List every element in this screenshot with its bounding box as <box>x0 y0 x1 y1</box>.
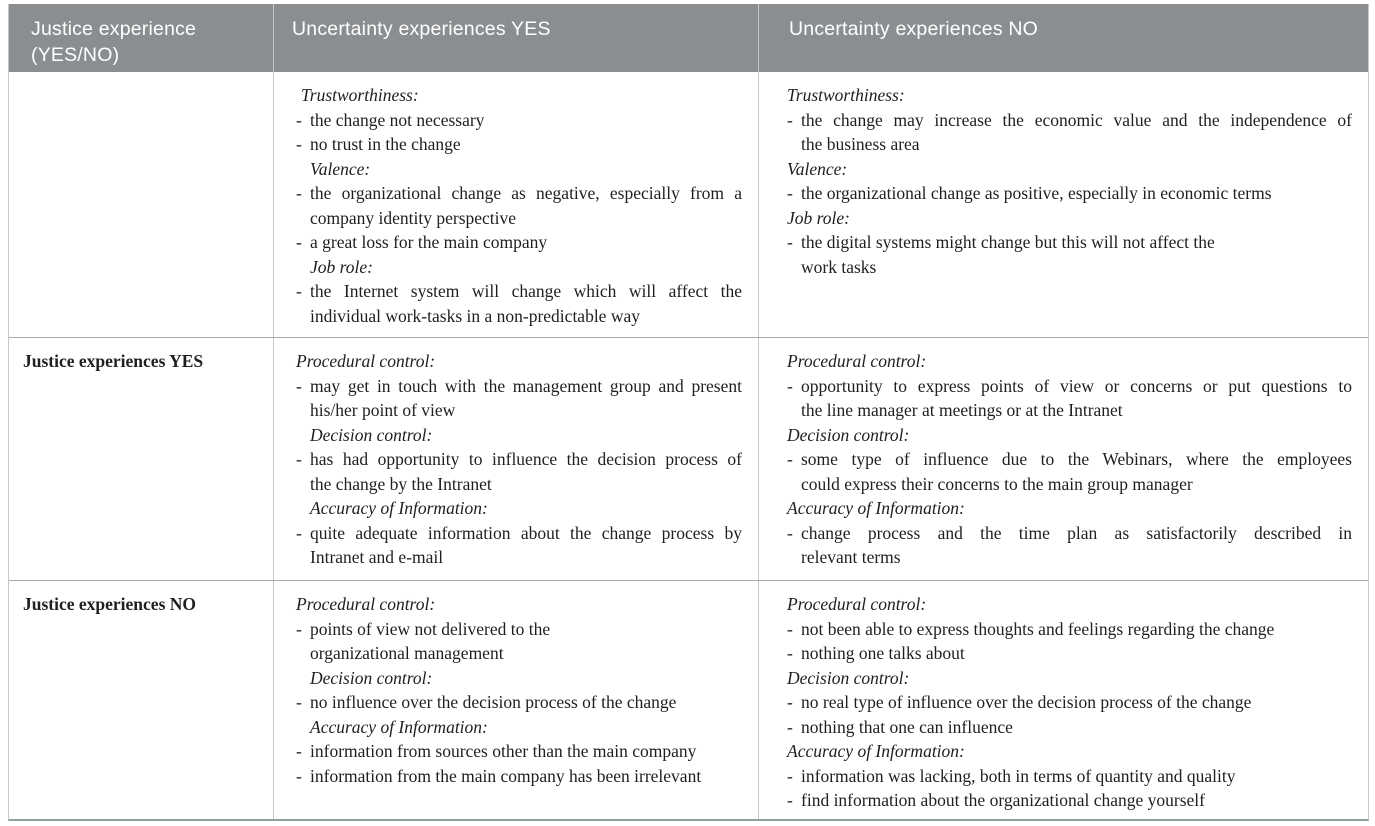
category-heading: Decision control: <box>310 424 433 445</box>
category-heading: Procedural control: <box>296 351 436 371</box>
header-uncertainty-no: Uncertainty experiences NO <box>758 4 1368 72</box>
uncertainty-yes-cell <box>273 338 758 580</box>
header-uncertainty-yes: Uncertainty experiences YES <box>273 4 758 72</box>
bullet-dash: - <box>787 109 793 130</box>
bullet-dash: - <box>787 765 793 786</box>
bullet-dash: - <box>787 692 793 712</box>
table-row <box>9 580 1368 819</box>
uncertainty-no-cell <box>758 338 1368 580</box>
bullet-dash: - <box>296 692 302 712</box>
bullet-line: - some type of influence due to the Webinars, where the employees <box>787 447 1352 472</box>
bullet-line: - information was lacking, both in terms of quantity and quality <box>787 764 1352 789</box>
category-heading: Trustworthiness: <box>787 85 905 105</box>
category-heading: Job role: <box>787 207 851 228</box>
bullet-line: individual work-tasks in a non-predictable way <box>296 304 742 329</box>
table-row <box>9 337 1368 580</box>
bullet-line: the line manager at meetings or at the Intranet <box>787 398 1352 423</box>
table-row <box>9 72 1368 337</box>
justice-uncertainty-table <box>8 4 1369 821</box>
bullet-indent <box>296 545 310 570</box>
bullet-indent <box>787 545 801 570</box>
bullet-dash: - <box>787 183 793 203</box>
category-heading: Valence: <box>310 158 371 179</box>
bullet-indent <box>296 472 310 497</box>
bullet-line: - a great loss for the main company <box>296 230 742 255</box>
bullet-dash: - <box>296 183 302 203</box>
bullet-dash: - <box>787 790 793 810</box>
category-heading: Procedural control: <box>787 351 927 371</box>
category-heading: Procedural control: <box>787 594 927 614</box>
bullet-dash: - <box>296 281 302 301</box>
bullet-line: - the Internet system will change which will affect the <box>296 279 742 304</box>
bullet-line: - no influence over the decision process of the change <box>296 690 742 715</box>
bullet-dash: - <box>787 618 793 639</box>
bullet-line: work tasks <box>787 255 1352 280</box>
bullet-line: the change by the Intranet <box>296 472 742 497</box>
uncertainty-yes-cell <box>273 581 758 819</box>
bullet-line: - may get in touch with the management group and present <box>296 374 742 399</box>
bullet-dash: - <box>787 522 793 543</box>
bullet-indent <box>787 255 801 280</box>
category-heading: Valence: <box>787 158 848 179</box>
uncertainty-no-cell <box>758 581 1368 819</box>
bullet-line: his/her point of view <box>296 398 742 423</box>
bullet-line: - not been able to express thoughts and feelings regarding the change <box>787 617 1352 642</box>
bullet-line: - nothing one talks about <box>787 641 1352 666</box>
bullet-line: - has had opportunity to influence the decision process of <box>296 447 742 472</box>
row-label-cell: Justice experiences NO <box>23 594 197 614</box>
bullet-dash: - <box>787 375 793 396</box>
category-heading: Decision control: <box>787 424 910 445</box>
bullet-line: - the change not necessary <box>296 108 742 133</box>
bullet-indent <box>296 398 310 423</box>
bullet-indent <box>296 641 310 666</box>
bullet-dash: - <box>787 449 793 469</box>
category-heading: Accuracy of Information: <box>787 498 965 518</box>
bullet-line: - no trust in the change <box>296 132 742 157</box>
bullet-dash: - <box>296 522 302 543</box>
category-heading: Accuracy of Information: <box>310 498 488 518</box>
bullet-line: - nothing that one can influence <box>787 715 1352 740</box>
bullet-line: the business area <box>787 132 1352 157</box>
bullet-line: - the organizational change as positive, especially in economic terms <box>787 181 1352 206</box>
uncertainty-no-cell <box>758 72 1368 337</box>
bullet-line: relevant terms <box>787 545 1352 570</box>
bullet-line: - quite adequate information about the change process by <box>296 521 742 546</box>
bullet-line: company identity perspective <box>296 206 742 231</box>
uncertainty-yes-cell <box>273 72 758 337</box>
bullet-line: Intranet and e-mail <box>296 545 742 570</box>
bullet-indent <box>787 132 801 157</box>
category-heading: Trustworthiness: <box>301 85 419 105</box>
bullet-line: - information from the main company has been irrelevant <box>296 764 742 789</box>
category-heading: Job role: <box>310 256 374 277</box>
header-justice-experience: Justice experience (YES/NO) <box>31 18 197 66</box>
row-label-cell <box>9 72 273 337</box>
bullet-indent <box>787 472 801 497</box>
category-heading: Accuracy of Information: <box>310 716 488 737</box>
bullet-dash: - <box>296 375 302 396</box>
bullet-line: - information from sources other than the main company <box>296 739 742 764</box>
bullet-line: - find information about the organizational change yourself <box>787 788 1352 813</box>
bullet-line: - points of view not delivered to the <box>296 617 742 642</box>
bullet-dash: - <box>296 618 302 639</box>
bullet-indent <box>787 398 801 423</box>
bullet-indent <box>296 206 310 231</box>
bullet-dash: - <box>296 232 302 252</box>
bullet-dash: - <box>787 232 793 252</box>
category-heading: Decision control: <box>787 667 910 688</box>
bullet-line: - change process and the time plan as satisfactorily described in <box>787 521 1352 546</box>
bullet-dash: - <box>296 134 302 154</box>
bullet-dash: - <box>296 741 302 761</box>
bullet-indent <box>296 304 310 329</box>
bullet-line: - opportunity to express points of view or concerns or put questions to <box>787 374 1352 399</box>
category-heading: Decision control: <box>310 667 433 688</box>
table-header-row <box>9 4 1368 72</box>
bullet-dash: - <box>296 765 302 786</box>
bullet-dash: - <box>296 449 302 469</box>
bullet-line: - the change may increase the economic value and the independence of <box>787 108 1352 133</box>
row-label-cell: Justice experiences YES <box>23 351 204 371</box>
bullet-line: could express their concerns to the main group manager <box>787 472 1352 497</box>
bullet-line: - the digital systems might change but this will not affect the <box>787 230 1352 255</box>
bullet-dash: - <box>787 716 793 737</box>
bullet-dash: - <box>787 643 793 663</box>
category-heading: Accuracy of Information: <box>787 741 965 761</box>
bullet-dash: - <box>296 109 302 130</box>
category-heading: Procedural control: <box>296 594 436 614</box>
bullet-line: organizational management <box>296 641 742 666</box>
bullet-line: - no real type of influence over the decision process of the change <box>787 690 1352 715</box>
bullet-line: - the organizational change as negative, especially from a <box>296 181 742 206</box>
